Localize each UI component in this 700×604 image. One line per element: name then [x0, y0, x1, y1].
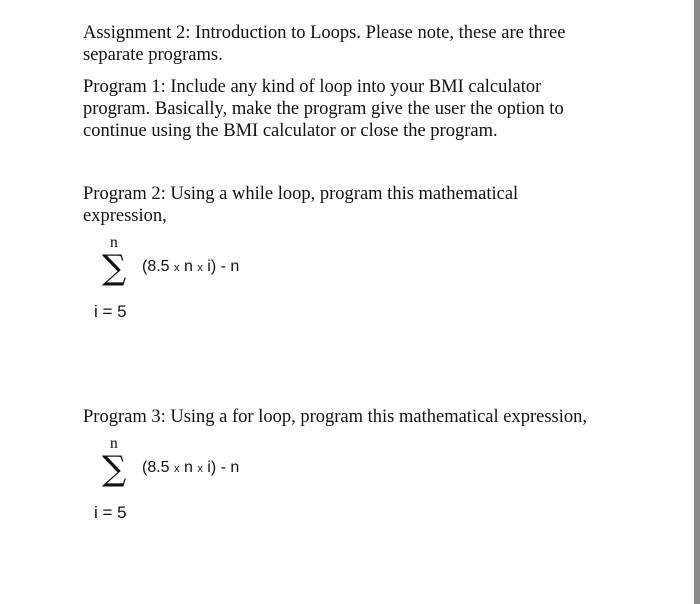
program1-line2: program. Basically, make the program give the user the option to [83, 99, 564, 119]
summation-expression [142, 258, 239, 276]
expr-n: n [179, 258, 198, 275]
program3-formula [94, 435, 334, 545]
times-symbol: x [174, 463, 180, 475]
expr-open: (8.5 [142, 459, 175, 476]
expr-open: (8.5 [142, 258, 175, 275]
summation-upper-limit: n [110, 435, 118, 452]
program3-line1: Program 3: Using a for loop, program this mathematical expression, [83, 407, 588, 427]
times-symbol: x [197, 463, 203, 475]
times-symbol: x [174, 262, 180, 274]
summation-expression [142, 459, 239, 477]
program2-line2: expression, [83, 206, 167, 226]
program2-formula [94, 234, 334, 344]
summation-upper-limit: n [110, 234, 118, 251]
page-edge [694, 0, 700, 604]
expr-close: i) - n [202, 258, 240, 275]
assignment-title-line2: separate programs. [83, 45, 223, 65]
expr-close: i) - n [202, 459, 240, 476]
program3-text [83, 406, 683, 428]
summation-lower-limit: i = 5 [94, 503, 127, 522]
program2-text [83, 183, 643, 227]
sigma-symbol: ∑ [102, 449, 127, 489]
times-symbol: x [197, 262, 203, 274]
program1-text [83, 76, 643, 142]
summation-lower-limit: i = 5 [94, 302, 127, 321]
program1-line3: continue using the BMI calculator or close the program. [83, 121, 498, 141]
assignment-header [83, 22, 643, 66]
sigma-symbol: ∑ [102, 248, 127, 288]
program2-line1: Program 2: Using a while loop, program this mathematical [83, 184, 519, 204]
program1-line1: Program 1: Include any kind of loop into your BMI calculator [83, 77, 542, 97]
expr-n: n [179, 459, 198, 476]
assignment-title-line1: Assignment 2: Introduction to Loops. Please note, these are three [83, 23, 566, 43]
